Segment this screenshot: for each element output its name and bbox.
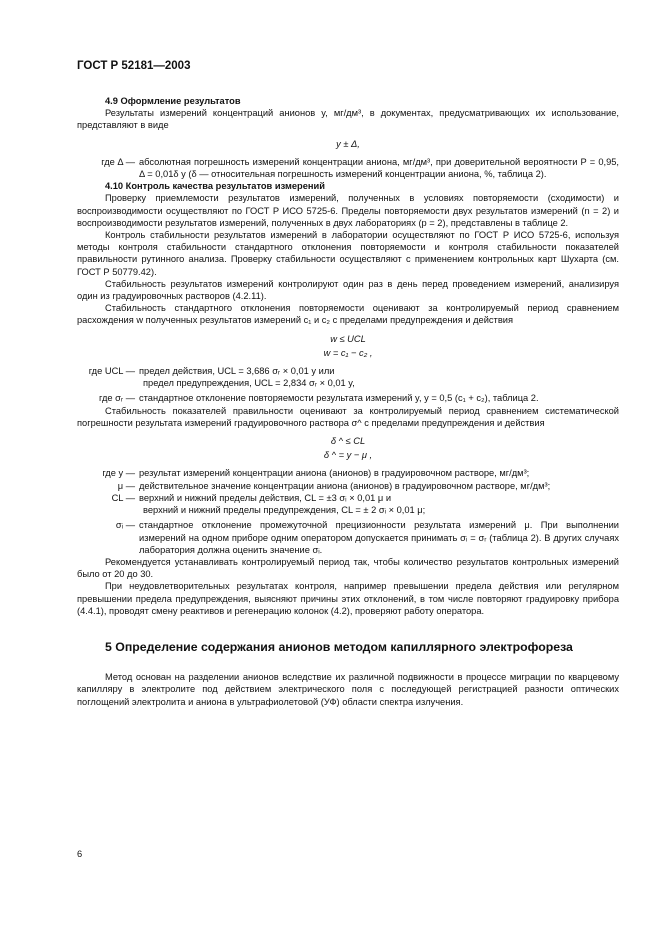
- formula: w ≤ UCL: [330, 333, 366, 344]
- definition: [77, 519, 619, 556]
- definition-label: где σᵣ —: [99, 393, 135, 404]
- paragraph: Результаты измерений концентраций анионов y, мг/дм³, в документах, предусматривающих их использование, представляют в виде: [77, 108, 619, 131]
- paragraph: Проверку приемлемости результатов измерений, полученных в условиях повторяемости (сходимости) и воспроизводимости осуществляют по ГОСТ Р ИСО 5725-6. Пределы повторяемости двух результатов измерений (n = 2) и воспроизводимости результатов измерений, полученных в двух лабораториях (p = 2), представлены в таблице 2.: [77, 193, 619, 228]
- page-number: 6: [77, 849, 83, 859]
- definition: [77, 492, 619, 504]
- formula: w = c₁ − c₂ ,: [323, 347, 373, 358]
- section-4-9-heading: 4.9 Оформление результатов: [105, 96, 241, 106]
- definition-text: стандартное отклонение повторяемости результата измерений y, y = 0,5 (c₁ + c₂), таблица 2.: [139, 393, 539, 404]
- definition-label: где y —: [102, 468, 135, 479]
- definition: [77, 480, 619, 492]
- formula: δ ^ ≤ CL: [330, 436, 366, 447]
- definition: [77, 365, 619, 377]
- definition-label: CL —: [111, 492, 135, 503]
- paragraph: Метод основан на разделении анионов вследствие их различной подвижности в процессе миграции по кварцевому капилляру в электролите под действием электрического поля с последующей регистрацией разности оптических поглощений электролита и аниона в ультрафиолетовой (УФ) области спектра излучения.: [77, 672, 619, 707]
- definition: [77, 467, 619, 479]
- paragraph: Контроль стабильности результатов измерений в лаборатории осуществляют по ГОСТ Р ИСО 5725-6, используя методы контроля стабильности стандартного отклонения повторяемости и контроля стабильности показателей правильности рутинного анализа. Проверку стабильности осуществляют с применением контрольных карт Шухарта (см. ГОСТ Р 50779.42).: [77, 230, 619, 277]
- definition-text: действительное значение концентрации аниона (анионов) в градуировочном растворе, мг/дм³;: [139, 480, 551, 491]
- definition-label: μ —: [117, 480, 135, 491]
- definition-text: стандартное отклонение промежуточной прецизионности результата измерений μ. При выполнении измерений на одном приборе одним оператором допускается принимать σᵢ = σᵣ (таблица 2). В других случаях лаборатория должна оценить значение σᵢ.: [139, 520, 619, 555]
- definition-text: верхний и нижний пределы действия, CL = ±3 σᵢ × 0,01 μ и: [139, 492, 392, 503]
- paragraph: При неудовлетворительных результатах контроля, например превышении предела действия или регулярном превышении предела предупреждения, выясняют причины этих отклонений, в том числе повторяют градуировку прибора (4.4.1), проводят смену реактивов и регенерацию колонок (4.2), проверяют работу оператора.: [77, 581, 619, 616]
- document-code: ГОСТ Р 52181—2003: [77, 60, 191, 72]
- formula: y ± Δ,: [336, 138, 360, 149]
- paragraph: Рекомендуется устанавливать контролируемый период так, чтобы количество результатов контрольных измерений было от 20 до 30.: [77, 556, 619, 580]
- formula: δ ^ = y − μ ,: [323, 450, 373, 461]
- page-content: [77, 95, 619, 708]
- definition-text: абсолютная погрешность измерений концентрации аниона, мг/дм³, при доверительной вероятности P = 0,95, Δ = 0,01δ y (δ — относительная погрешность измерений концентрации аниона, %, таблица 2).: [139, 156, 619, 180]
- definition-text: результат измерений концентрации аниона (анионов) в градуировочном растворе, мг/дм³;: [139, 468, 530, 479]
- definition-text: предел действия, UCL = 3,686 σᵣ × 0,01 y или: [139, 366, 335, 377]
- paragraph: Стабильность результатов измерений контролируют один раз в день перед проведением измерений, анализируя один из градуировочных растворов (4.2.11).: [77, 278, 619, 302]
- section-5-heading: 5 Определение содержания анионов методом капиллярного электрофореза: [105, 639, 573, 654]
- definition: [77, 156, 619, 180]
- definition-label: где Δ —: [101, 156, 135, 167]
- section-4-10-heading: 4.10 Контроль качества результатов измерений: [105, 181, 325, 192]
- definition-continuation: верхний и нижний пределы предупреждения, CL = ± 2 σᵢ × 0,01 μ;: [143, 505, 426, 516]
- definition-continuation: предел предупреждения, UCL = 2,834 σᵣ × 0,01 y,: [143, 378, 355, 389]
- definition-label: σᵢ —: [115, 520, 135, 531]
- paragraph: Стабильность стандартного отклонения повторяемости оценивают за контролируемый период сравнением расхождения w полученных результатов измерений c₁ и c₂ с пределами предупреждения и действия: [77, 303, 619, 326]
- definition-label: где UCL —: [88, 366, 135, 377]
- paragraph: Стабильность показателей правильности оценивают за контролируемый период сравнением систематической погрешности результата измерений градуировочного раствора σ^ с пределами предупреждения и действия: [77, 405, 619, 428]
- definition: [77, 392, 619, 404]
